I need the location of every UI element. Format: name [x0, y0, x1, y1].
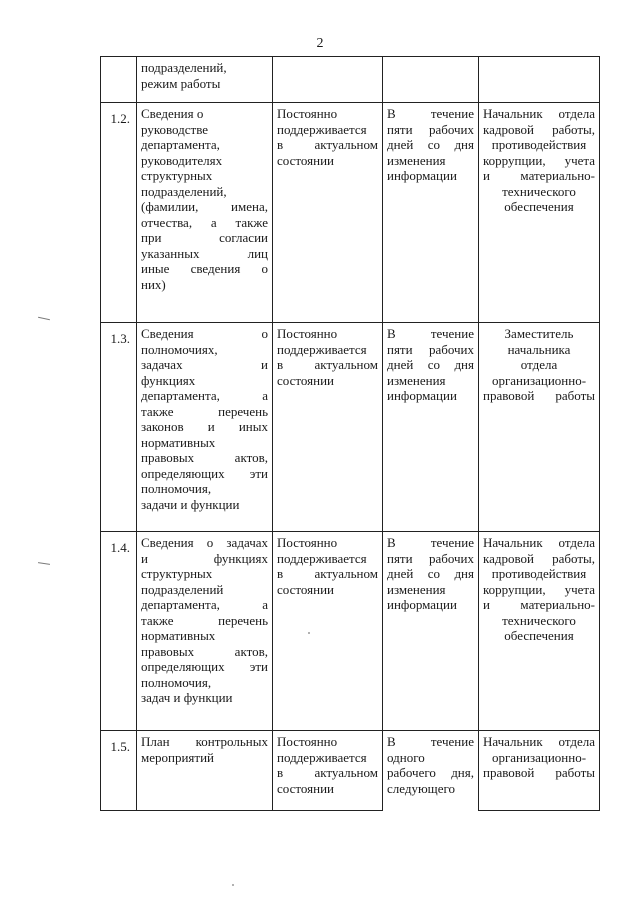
description-line: руководителях — [141, 152, 223, 168]
table-row — [101, 323, 600, 532]
description-line: отчества, а также — [141, 214, 268, 230]
description-line: Сведения о задачах — [141, 535, 268, 550]
update-period-cell — [273, 57, 383, 103]
responsible-line: правовой работы — [483, 388, 595, 403]
update-period-line: Постоянно — [277, 326, 338, 341]
description-line: законов и иных — [141, 419, 268, 434]
description-line: департамента, — [141, 137, 220, 152]
description-line: департамента, а — [141, 597, 268, 612]
responsible-line: кадровой работы, — [483, 550, 595, 566]
description-line: иные сведения о — [141, 261, 268, 276]
item-number-cell: 1.4. — [101, 532, 137, 731]
deadline-line: одного — [387, 749, 425, 765]
responsible-line: Начальник отдела — [483, 535, 595, 550]
description-line: подразделений, — [141, 183, 227, 199]
description-line: Сведения о — [141, 326, 268, 341]
responsible-cell — [479, 323, 600, 532]
responsible-line: обеспечения — [504, 628, 574, 643]
update-period-line: состоянии — [277, 581, 334, 597]
description-line: режим работы — [141, 75, 221, 91]
responsible-line: технического — [502, 183, 576, 199]
responsible-cell — [479, 731, 600, 811]
deadline-line: изменения — [387, 372, 446, 388]
item-number-cell: 1.5. — [101, 731, 137, 811]
responsible-line: Начальник отдела — [483, 106, 595, 121]
description-line: при согласии — [141, 230, 268, 245]
scan-speck — [308, 632, 310, 634]
update-period-cell — [273, 532, 383, 731]
description-line: подразделений — [141, 581, 224, 597]
responsible-cell — [479, 103, 600, 323]
description-cell — [137, 532, 273, 731]
update-period-line: в актуальном — [277, 566, 378, 581]
deadline-line: пяти рабочих — [387, 341, 474, 357]
table-row — [101, 532, 600, 731]
update-period-line: в актуальном — [277, 765, 378, 780]
description-line: полномочия, — [141, 674, 212, 690]
page-number: 2 — [316, 36, 324, 51]
deadline-cell — [383, 103, 479, 323]
deadline-line: информации — [387, 388, 457, 403]
deadline-line: рабочего дня, — [387, 765, 474, 780]
table-row — [101, 731, 600, 811]
deadline-line: следующего — [387, 780, 455, 796]
item-number-cell — [101, 57, 137, 103]
description-line: департамента, а — [141, 388, 268, 403]
update-period-cell — [273, 103, 383, 323]
plan-table — [100, 56, 600, 811]
update-period-line: поддерживается — [277, 341, 367, 357]
responsible-cell — [479, 57, 600, 103]
update-period-line: в актуальном — [277, 137, 378, 152]
description-line: нормативных — [141, 628, 216, 643]
description-line: мероприятий — [141, 749, 214, 765]
description-cell — [137, 731, 273, 811]
responsible-line: и материально- — [483, 168, 595, 183]
scan-mark — [38, 317, 50, 320]
responsible-line: коррупции, учета — [483, 581, 595, 597]
description-line: указанных лиц — [141, 245, 268, 261]
description-line: задачах и — [141, 357, 268, 372]
update-period-line: поддерживается — [277, 550, 367, 566]
responsible-line: Начальник отдела — [483, 734, 595, 749]
table-row — [101, 57, 600, 103]
responsible-line: обеспечения — [504, 199, 574, 214]
responsible-line: Заместитель — [504, 326, 574, 341]
deadline-line: дней со дня — [387, 357, 474, 372]
deadline-line: В течение — [387, 106, 474, 121]
item-number-cell: 1.3. — [101, 323, 137, 532]
update-period-line: Постоянно — [277, 535, 338, 550]
deadline-line: дней со дня — [387, 137, 474, 152]
description-line: определяющих эти — [141, 659, 268, 674]
deadline-line: информации — [387, 597, 457, 612]
responsible-line: организационно- — [491, 749, 587, 765]
description-line: (фамилии, имена, — [141, 199, 268, 214]
responsible-cell — [479, 532, 600, 731]
responsible-line: коррупции, учета — [483, 152, 595, 168]
deadline-cell — [383, 323, 479, 532]
deadline-cell — [383, 57, 479, 103]
description-line: структурных — [141, 566, 213, 581]
description-line: функциях — [141, 372, 196, 388]
description-line: задач и функции — [141, 690, 233, 705]
update-period-line: в актуальном — [277, 357, 378, 372]
update-period-cell — [273, 323, 383, 532]
description-line: Сведения о — [141, 106, 204, 121]
responsible-line: отдела — [520, 357, 558, 372]
description-line: задачи и функции — [141, 496, 240, 512]
description-line: полномочия, — [141, 481, 212, 496]
deadline-line: изменения — [387, 152, 446, 168]
description-line: определяющих эти — [141, 465, 268, 481]
description-line: руководстве — [141, 121, 209, 137]
scan-speck — [232, 884, 234, 886]
description-cell — [137, 103, 273, 323]
description-line: подразделений, — [141, 60, 227, 75]
responsible-line: организационно- — [491, 372, 587, 388]
deadline-line: В течение — [387, 535, 474, 550]
description-line: нормативных — [141, 434, 216, 450]
description-line: структурных — [141, 168, 213, 183]
update-period-cell — [273, 731, 383, 811]
update-period-line: Постоянно — [277, 106, 338, 121]
deadline-line: В течение — [387, 326, 474, 341]
description-line: правовых актов, — [141, 643, 268, 659]
deadline-cell — [383, 731, 479, 811]
deadline-line: изменения — [387, 581, 446, 597]
description-line: них) — [141, 276, 166, 292]
update-period-line: состоянии — [277, 780, 334, 796]
description-cell — [137, 323, 273, 532]
update-period-line: Постоянно — [277, 734, 338, 749]
deadline-line: В течение — [387, 734, 474, 749]
description-cell — [137, 57, 273, 103]
scan-mark — [38, 562, 50, 565]
responsible-line: кадровой работы, — [483, 121, 595, 137]
deadline-cell — [383, 532, 479, 731]
responsible-line: противодействия — [491, 137, 587, 152]
description-line: полномочиях, — [141, 341, 218, 357]
update-period-line: состоянии — [277, 372, 334, 388]
deadline-line: пяти рабочих — [387, 550, 474, 566]
responsible-line: и материально- — [483, 597, 595, 612]
update-period-line: состоянии — [277, 152, 334, 168]
description-line: также перечень — [141, 612, 268, 628]
description-line: также перечень — [141, 403, 268, 419]
update-period-line: поддерживается — [277, 749, 367, 765]
deadline-line: пяти рабочих — [387, 121, 474, 137]
responsible-line: противодействия — [491, 566, 587, 581]
deadline-line: информации — [387, 168, 457, 183]
description-line: правовых актов, — [141, 450, 268, 465]
update-period-line: поддерживается — [277, 121, 367, 137]
responsible-line: технического — [502, 612, 576, 628]
item-number-cell: 1.2. — [101, 103, 137, 323]
deadline-line: дней со дня — [387, 566, 474, 581]
responsible-line: начальника — [507, 341, 571, 357]
responsible-line: правовой работы — [483, 765, 595, 780]
description-line: План контрольных — [141, 734, 268, 749]
description-line: и функциях — [141, 550, 268, 566]
table-row — [101, 103, 600, 323]
